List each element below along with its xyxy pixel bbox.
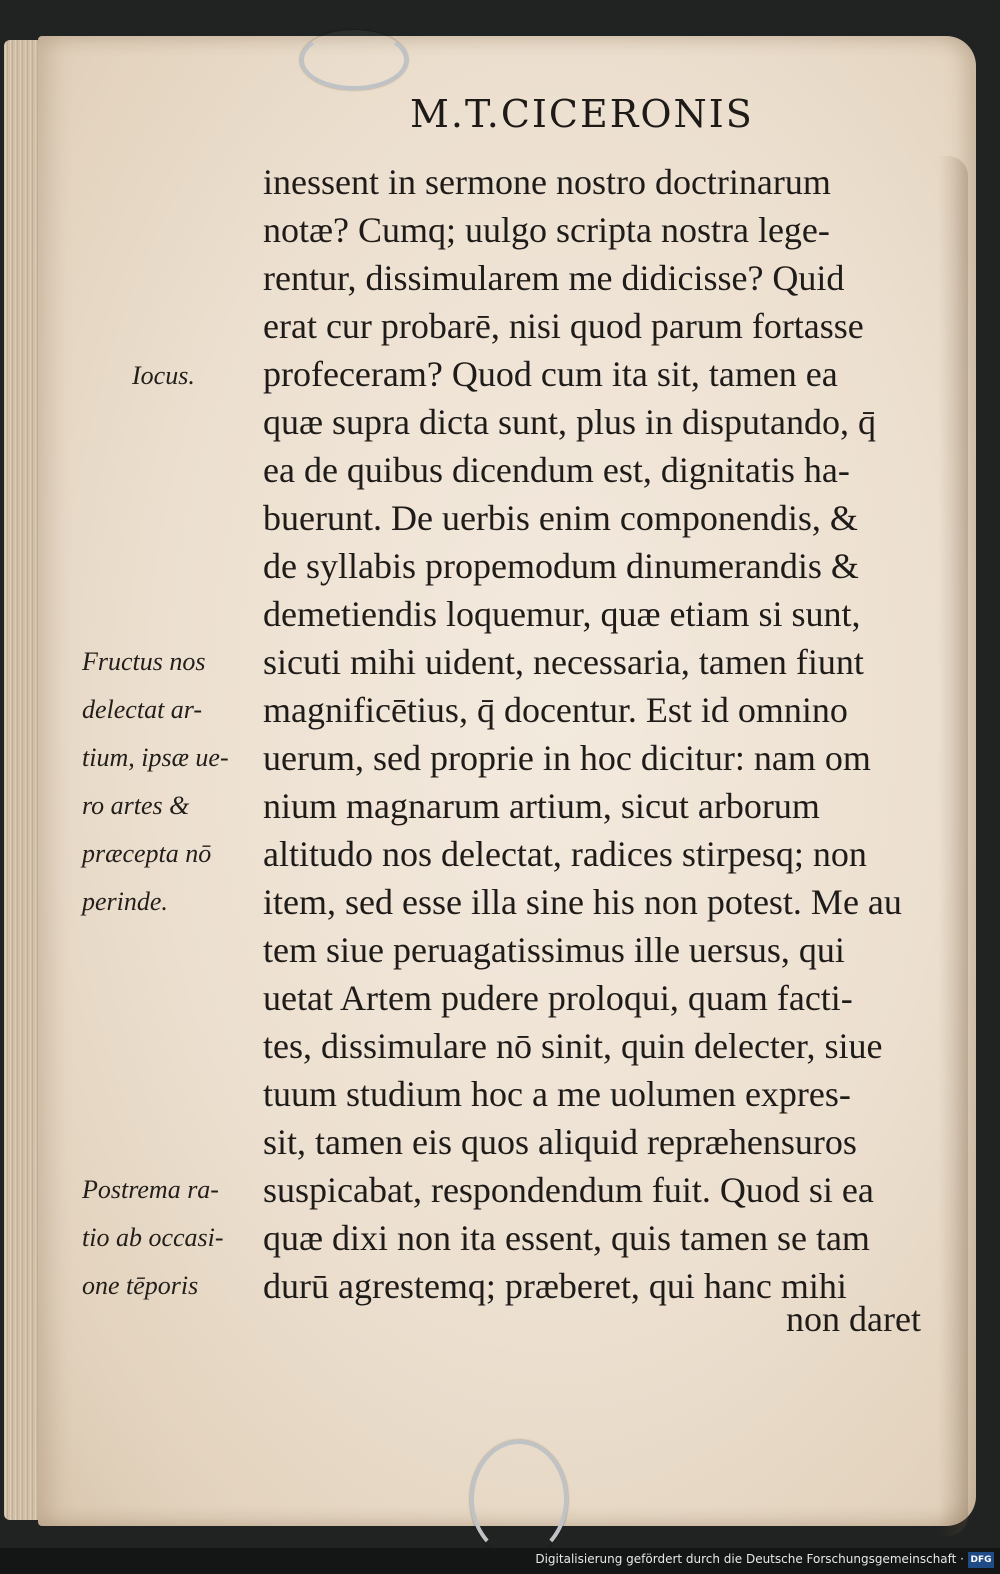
text-line: buerunt. De uerbis enim componendis, & [263, 498, 858, 538]
text-line: inessent in sermone nostro doctrinarum [263, 162, 831, 202]
text-line: magnificētius, q̄ docentur. Est id omnino [263, 690, 848, 730]
margin-note-iocus: Iocus. [132, 361, 195, 390]
margin-note-line: Postrema ra- [82, 1175, 219, 1204]
margin-note-line: perinde. [82, 887, 168, 916]
margin-note-line: tio ab occasi- [82, 1223, 224, 1252]
text-line: sit, tamen eis quos aliquid repræhensuros [263, 1122, 857, 1162]
dfg-logo-icon: DFG [968, 1552, 994, 1568]
digitization-credit: Digitalisierung gefördert durch die Deutsche Forschungsgemeinschaft · [535, 1552, 964, 1566]
text-line: profeceram? Quod cum ita sit, tamen ea [263, 354, 838, 394]
text-line: durū agrestemq; præberet, qui hanc mihi [263, 1266, 847, 1306]
text-line: sicuti mihi uident, necessaria, tamen fiunt [263, 642, 864, 682]
margin-note-line: ro artes & [82, 791, 190, 820]
margin-note-line: Fructus nos [82, 647, 206, 676]
text-line: nium magnarum artium, sicut arborum [263, 786, 820, 826]
text-line: suspicabat, respondendum fuit. Quod si ea [263, 1170, 874, 1210]
text-line: ea de quibus dicendum est, dignitatis ha- [263, 450, 850, 490]
bottom-clip-icon [470, 1440, 568, 1558]
text-line: erat cur probarē, nisi quod parum fortasse [263, 306, 864, 346]
text-line: quæ supra dicta sunt, plus in disputando, q̄ [263, 402, 876, 442]
margin-note-line: delectat ar- [82, 695, 203, 724]
text-line: notæ? Cumq; uulgo scripta nostra lege- [263, 210, 830, 250]
text-line: de syllabis propemodum dinumerandis & [263, 546, 859, 586]
text-line: item, sed esse illa sine his non potest. Me au [263, 882, 902, 922]
text-line: altitudo nos delectat, radices stirpesq; non [263, 834, 867, 874]
running-title: M.T.CICERONIS [410, 92, 754, 136]
text-line: uerum, sed proprie in hoc dicitur: nam om [263, 738, 871, 778]
margin-note-line: præcepta nō [82, 839, 212, 868]
margin-note-line: tium, ipsæ ue- [82, 743, 229, 772]
text-line: uetat Artem pudere proloqui, quam facti- [263, 978, 853, 1018]
text-line: tem siue peruagatissimus ille uersus, qui [263, 930, 845, 970]
text-line: tes, dissimulare nō sinit, quin delecter, siue [263, 1026, 883, 1066]
text-line: rentur, dissimularem me didicisse? Quid [263, 258, 845, 298]
margin-note-line: one tēporis [82, 1271, 199, 1300]
text-line: tuum studium hoc a me uolumen expres- [263, 1074, 851, 1114]
catchword: non daret [786, 1299, 921, 1339]
top-clip-icon [300, 30, 408, 90]
text-line: demetiendis loquemur, quæ etiam si sunt, [263, 594, 861, 634]
text-line: quæ dixi non ita essent, quis tamen se tam [263, 1218, 870, 1258]
